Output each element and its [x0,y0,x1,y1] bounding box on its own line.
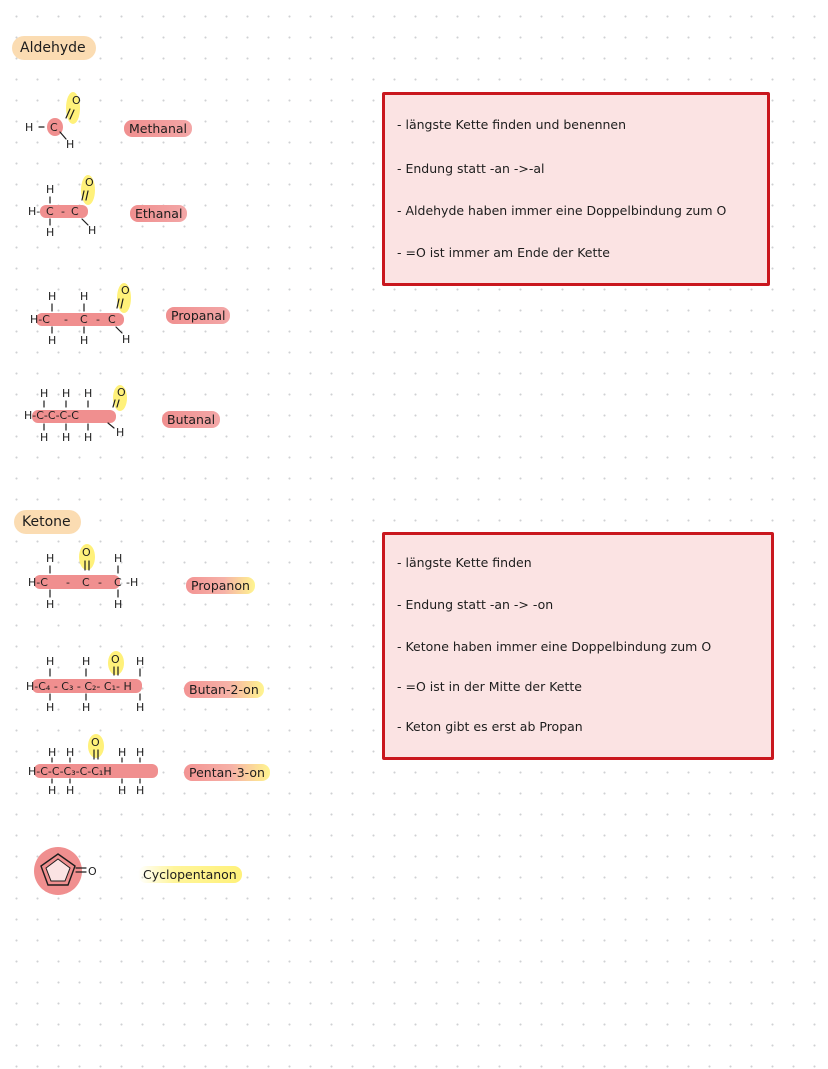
butan-2-on-structure [20,650,170,720]
methanal-structure [20,90,120,160]
svg-text:H: H [80,290,89,303]
svg-text:H: H [82,701,91,714]
svg-text:O: O [72,94,81,107]
ketone-rule-1: - längste Kette finden [397,555,532,570]
svg-text:H: H [48,334,57,347]
svg-text:-: - [96,313,100,326]
svg-text:-: - [98,576,102,589]
svg-text:H: H [66,746,75,759]
ketone-rule-2: - Endung statt -an -> -on [397,597,554,612]
name-propanal: Propanal [166,307,230,324]
svg-text:H: H [84,431,93,444]
aldehyde-rule-4: - =O ist immer am Ende der Kette [397,245,610,260]
svg-text:H: H [48,746,57,759]
aldehyde-rule-2: - Endung statt -an ->-al [397,161,545,176]
svg-text:C: C [71,205,79,218]
svg-text:H: H [46,226,55,239]
svg-text:H: H [82,655,91,668]
svg-text:H-C-C-C-C: H-C-C-C-C [24,409,79,422]
ketone-rule-3: - Ketone haben immer eine Doppelbindung zum O [397,639,712,654]
svg-text:H: H [118,746,127,759]
name-ethanal: Ethanal [130,205,187,222]
svg-text:H-C: H-C [28,576,48,589]
aldehyde-rules-box [382,92,770,286]
svg-text:C: C [50,121,58,134]
svg-text:H: H [84,387,93,400]
svg-text:C: C [46,205,54,218]
svg-text:H: H [66,784,75,797]
propanon-structure [20,542,160,622]
svg-text:H: H [66,138,75,151]
svg-text:O: O [88,865,97,878]
name-butan-2-on: Butan-2-on [184,681,264,698]
svg-text:H: H [114,598,123,611]
svg-text:H: H [25,121,34,134]
butanal-structure [20,384,150,454]
cyclopentanon-structure [28,844,118,904]
svg-text:H: H [48,784,57,797]
svg-text:O: O [82,546,91,559]
ketone-section-title: Ketone [14,510,81,534]
aldehyde-rule-3: - Aldehyde haben immer eine Doppelbindung zum O [397,203,727,218]
svg-text:C: C [114,576,122,589]
svg-text:H: H [46,552,55,565]
name-pentan-3-on: Pentan-3-on [184,764,270,781]
pentan-3-on-structure [20,732,180,802]
name-methanal: Methanal [124,120,192,137]
svg-text:H: H [118,784,127,797]
ethanal-structure [20,172,130,242]
svg-text:H: H [136,655,145,668]
ketone-rules-box [382,532,774,760]
svg-text:H-: H- [28,205,41,218]
svg-text:-H: -H [126,576,139,589]
ketone-rule-4: - =O ist in der Mitte der Kette [397,679,582,694]
svg-text:-: - [64,313,68,326]
svg-text:H-C-C-C₃-C-C₁H: H-C-C-C₃-C-C₁H [28,765,112,778]
svg-text:H: H [80,334,89,347]
svg-text:H: H [48,290,57,303]
name-cyclopentanon: Cyclopentanon [138,866,242,883]
svg-text:O: O [85,176,94,189]
aldehyde-rule-1: - längste Kette finden und benennen [397,117,627,132]
svg-text:H: H [122,333,131,346]
svg-text:H: H [62,387,71,400]
ketone-rule-5: - Keton gibt es erst ab Propan [397,719,583,734]
svg-text:H: H [62,431,71,444]
svg-text:H: H [136,746,145,759]
svg-text:C: C [80,313,88,326]
svg-text:-: - [66,576,70,589]
svg-text:H: H [46,701,55,714]
svg-text:H: H [40,431,49,444]
svg-text:H: H [116,426,125,439]
svg-text:H: H [114,552,123,565]
svg-text:O: O [117,386,126,399]
propanal-structure [20,280,150,350]
svg-text:H-C₄ - C₃ - C₂- C₁- H: H-C₄ - C₃ - C₂- C₁- H [26,680,132,693]
svg-text:O: O [111,653,120,666]
aldehyde-section-title: Aldehyde [12,36,96,60]
svg-text:H: H [46,655,55,668]
svg-text:H: H [46,598,55,611]
svg-text:O: O [91,736,100,749]
svg-text:H: H [40,387,49,400]
svg-text:H-C: H-C [30,313,50,326]
svg-text:H: H [136,784,145,797]
svg-text:C: C [82,576,90,589]
svg-text:C: C [108,313,116,326]
name-propanon: Propanon [186,577,255,594]
svg-text:H: H [88,224,97,237]
svg-text:H: H [46,183,55,196]
svg-text:O: O [121,284,130,297]
svg-text:H: H [136,701,145,714]
svg-text:-: - [61,205,65,218]
name-butanal: Butanal [162,411,220,428]
